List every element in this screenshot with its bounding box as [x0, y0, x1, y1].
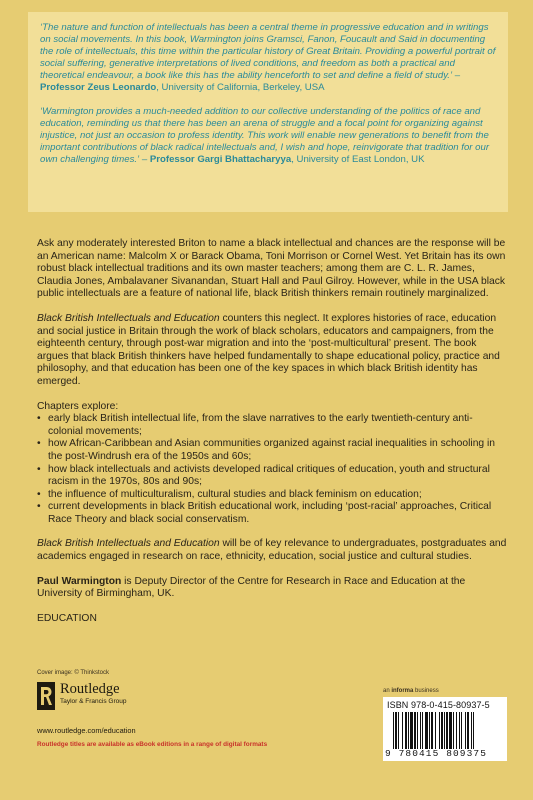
- intro-paragraph: Ask any moderately interested Briton to name a black intellectual and chances are the response will be an American name: Malcolm X or Barack Obama, Toni Morrison or Cornel West. Yet Britain has its own robust black intellectual traditions and its own master teachers; among them are C. L. R. James, Claudia Jones, Ambalavaner Sivanandan, Stuart Hall and Paul Gilroy. However, while in the USA black public intellectuals are a feature of national life, black British thinkers remain routinely marginalized.: [37, 238, 506, 300]
- author-bio: Paul Warmington is Deputy Director of the Centre for Research in Race and Education at the University of Birmingham, UK.: [37, 575, 466, 600]
- informa-label: an informa business: [383, 688, 439, 694]
- isbn-text: ISBN 978-0-415-80937-5: [387, 700, 490, 710]
- blurb: [37, 238, 507, 625]
- endorser-name: Professor Gargi Bhattacharyya: [149, 153, 292, 165]
- barcode: [383, 697, 507, 761]
- chapters-list: [37, 413, 507, 526]
- cover-credit: Cover image: © Thinkstock: [37, 670, 110, 676]
- barcode-bars-icon: [393, 712, 499, 749]
- endorser-affiliation: , University of California, Berkeley, USA: [156, 82, 325, 94]
- endorsements-box: [28, 12, 508, 212]
- endorser-name: Professor Zeus Leonardo: [40, 82, 157, 94]
- publisher-subtitle: Taylor & Francis Group: [60, 698, 127, 705]
- relevance-paragraph: Black British Intellectuals and Education will be of key relevance to undergraduates, postgraduates and academics engaged in research on race, ethnicity, education, social justice and cultural studies.: [37, 538, 507, 563]
- ebook-note: Routledge titles are available as eBook editions in a range of digital formats: [37, 741, 268, 748]
- list-item: • how black intellectuals and activists developed radical critiques of education, youth and structural racism in the 1970s, 80s and 90s;: [37, 464, 507, 489]
- publisher-website: www.routledge.com/education: [37, 726, 136, 735]
- list-item: • current developments in black British educational work, including ‘post-racial’ approaches, Critical Race Theory and black social conservatism.: [37, 501, 507, 526]
- summary-paragraph: Black British Intellectuals and Education counters this neglect. It explores histories of race, education and social justice in Britain through the work of black scholars, educators and campaigners, from the eighteenth century, through post-war migration and into the ‘post-multicultural’ present. The book argues that black British thinkers have helped fundamentally to shape educational policy, practice and philosophy, and that education has been one of the key spaces in which black British identity has emerged.: [37, 312, 500, 387]
- author-name: Paul Warmington: [37, 575, 122, 587]
- endorsement-quote: ‘The nature and function of intellectuals has been a central theme in progressive education and in writings on social movements. In this book, Warmington joins Gramsci, Fanon, Foucault and Said in documenting the role of intellectuals, this time within the particular history of Great Britain. Providing a powerful portrait of social suffering, generative interpretations of lived conditions, and freedom as both a practical and theoretical endeavour, a book like this has the ability henceforth to set and define a field of study.’ – Professor Zeus Leonardo, University of California, Berkeley, USA: [40, 22, 496, 94]
- subject-category: EDUCATION: [37, 612, 97, 624]
- footer: [37, 670, 507, 790]
- chapters-heading: Chapters explore:: [37, 400, 119, 412]
- list-item: • the influence of multiculturalism, cultural studies and black feminism on education;: [37, 489, 507, 502]
- list-item: • how African-Caribbean and Asian communities organized against racial inequalities in schooling in the post-Windrush era of the 1950s and 60s;: [37, 438, 507, 463]
- barcode-number: 9 780415 809375: [385, 748, 488, 759]
- endorser-affiliation: , University of East London, UK: [291, 153, 425, 165]
- endorsement-quote: ‘Warmington provides a much-needed addition to our collective understanding of the politics of race and education, reminding us that there has been an arena of struggle and a focal point for organizing against injustice, not just an occasion to profess identity. This work will enable new generations to benefit from the important contributions of black radical intellectuals and, I wish and hope, reinvigorate that tradition for our own challenging times.’ – Professor Gargi Bhattacharyya, University of East London, UK: [40, 105, 490, 165]
- routledge-logo-icon: [37, 682, 55, 710]
- book-title: Black British Intellectuals and Education: [37, 312, 220, 324]
- book-title: Black British Intellectuals and Education: [37, 538, 220, 550]
- publisher-name: Routledge: [60, 681, 120, 697]
- list-item: • early black British intellectual life, from the slave narratives to the early twentieth-century anti-colonial movements;: [37, 413, 507, 438]
- publisher-logo: [37, 682, 126, 710]
